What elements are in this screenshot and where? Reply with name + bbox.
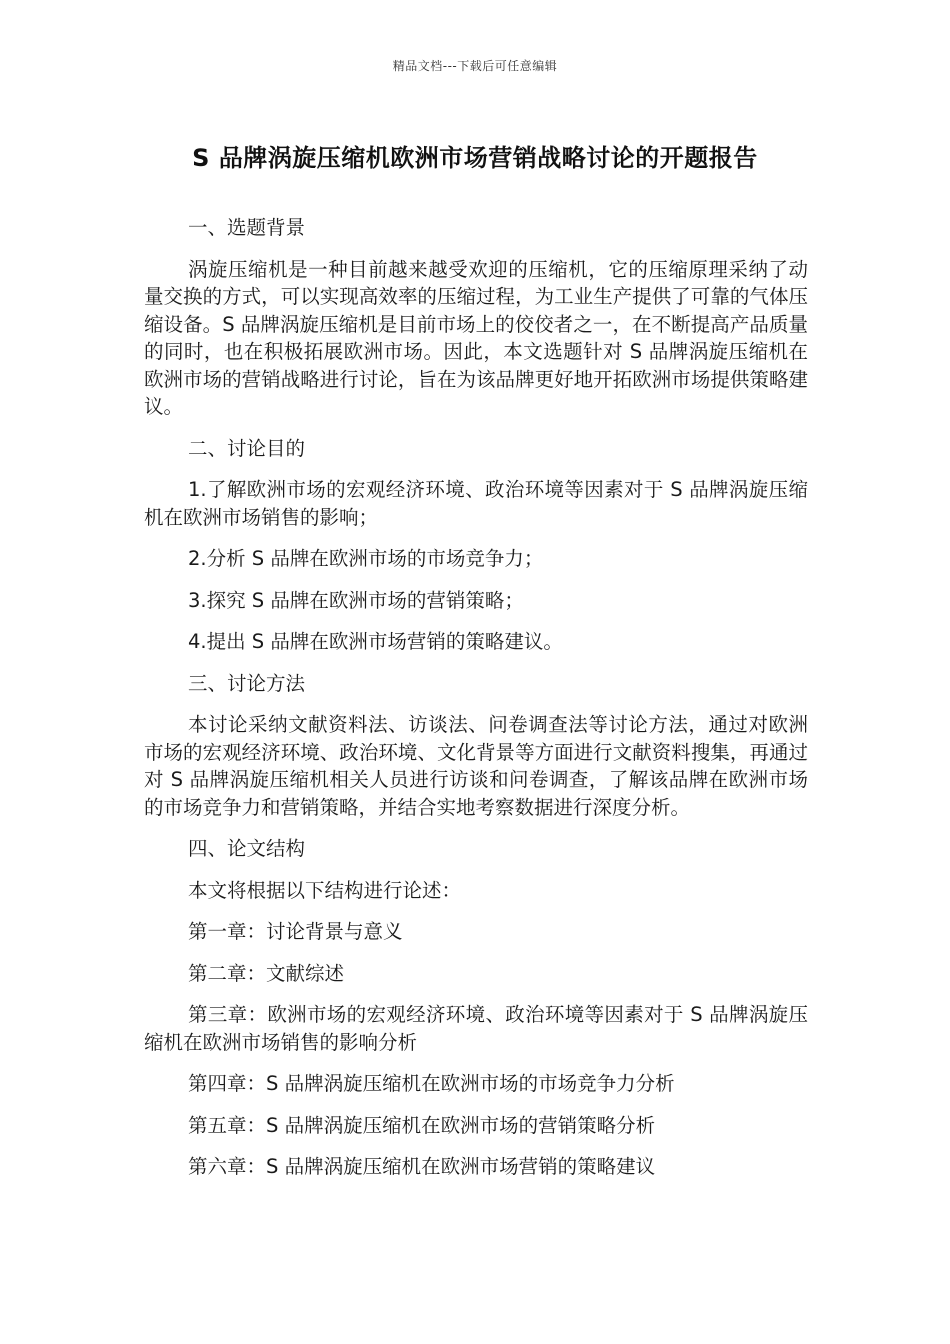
document-body	[144, 214, 808, 1195]
chapter-item-6: 第六章：S 品牌涡旋压缩机在欧洲市场营销的策略建议	[188, 1155, 656, 1178]
chapter-item-4: 第四章：S 品牌涡旋压缩机在欧洲市场的市场竞争力分析	[188, 1072, 675, 1095]
section-heading-objectives: 二、讨论目的	[188, 436, 306, 460]
chapter-item-2: 第二章：文献综述	[188, 961, 345, 985]
objective-item-3: 3.探究 S 品牌在欧洲市场的营销策略；	[188, 588, 524, 612]
chapter-item-1: 第一章：讨论背景与意义	[188, 920, 403, 943]
paragraph-background: 涡旋压缩机是一种目前越来越受欢迎的压缩机，它的压缩原理采纳了动量交换的方式，可以实现高效率的压缩过程，为工业生产提供了可靠的气体压缩设备。S 品牌涡旋压缩机是目前市场上的佼佼者之一，在不断提高产品质量的同时，也在积极拓展欧洲市场。因此，本文选题针对 S 品牌涡旋压缩机在欧洲市场的营销战略进行讨论，旨在为该品牌更好地开拓欧洲市场提供策略建议。	[144, 257, 808, 418]
section-heading-structure: 四、论文结构	[188, 837, 306, 860]
chapter-item-3: 第三章：欧洲市场的宏观经济环境、政治环境等因素对于 S 品牌涡旋压缩机在欧洲市场销售的影响分析	[144, 1003, 808, 1054]
chapter-item-5: 第五章：S 品牌涡旋压缩机在欧洲市场的营销策略分析	[188, 1113, 656, 1137]
section-heading-methods: 三、讨论方法	[188, 671, 306, 695]
paragraph-methods: 本讨论采纳文献资料法、访谈法、问卷调查法等讨论方法，通过对欧洲市场的宏观经济环境、政治环境、文化背景等方面进行文献资料搜集，再通过对 S 品牌涡旋压缩机相关人员进行访谈和问卷调查，了解该品牌在欧洲市场的市场竞争力和营销策略，并结合实地考察数据进行深度分析。	[144, 713, 808, 819]
page-header: 精品文档---下载后可任意编辑	[392, 59, 558, 73]
objective-item-4: 4.提出 S 品牌在欧洲市场营销的策略建议。	[188, 630, 563, 653]
objective-item-2: 2.分析 S 品牌在欧洲市场的市场竞争力；	[188, 547, 544, 570]
section-heading-background: 一、选题背景	[188, 216, 306, 239]
objective-item-1: 1.了解欧洲市场的宏观经济环境、政治环境等因素对于 S 品牌涡旋压缩机在欧洲市场销售的影响；	[144, 478, 808, 529]
document-title: S 品牌涡旋压缩机欧洲市场营销战略讨论的开题报告	[192, 144, 758, 172]
paragraph-structure-intro: 本文将根据以下结构进行论述：	[188, 878, 462, 902]
